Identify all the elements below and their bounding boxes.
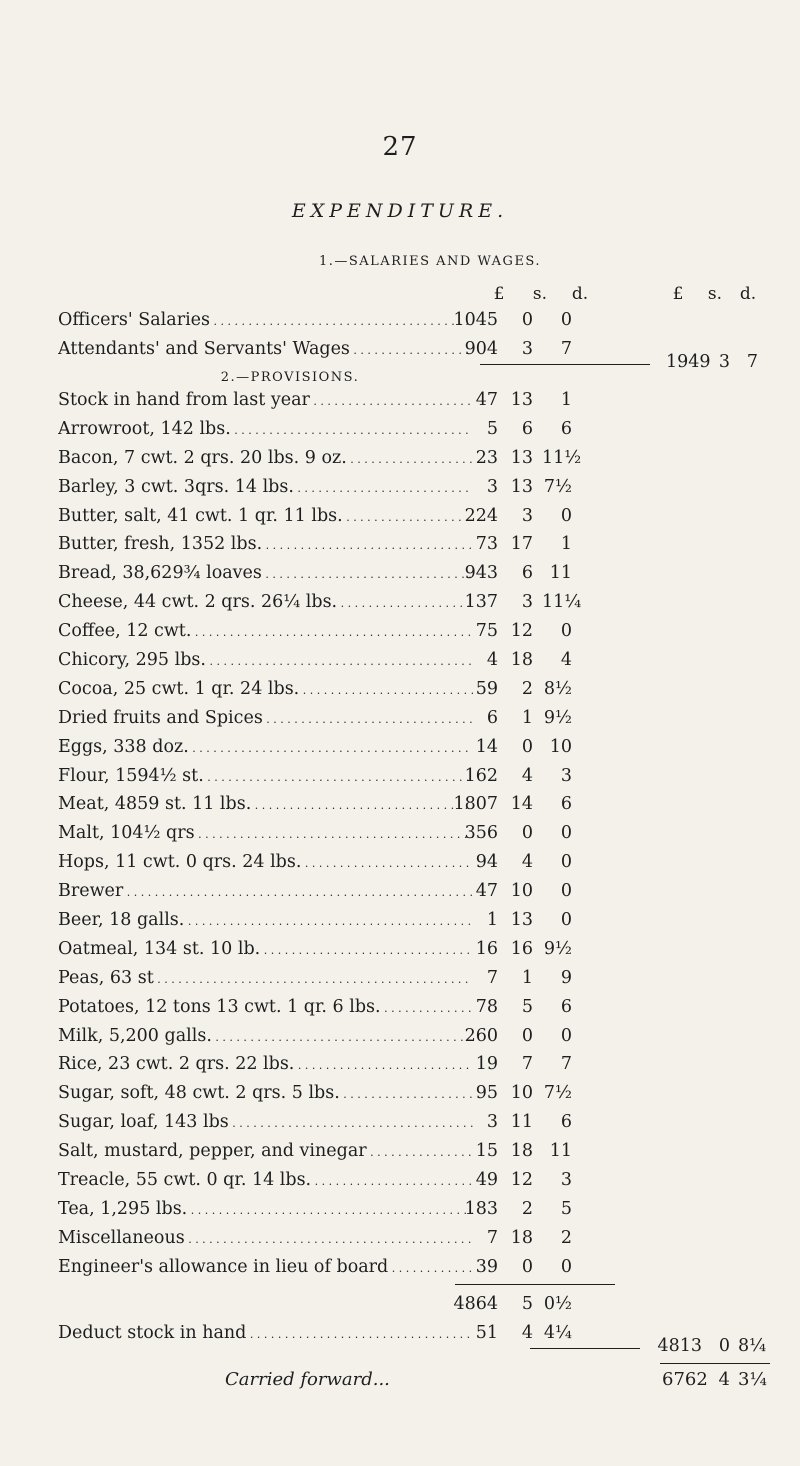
amount-pence: 11: [549, 1141, 572, 1162]
item-label: Butter, fresh, 1352 lbs. . . .: [58, 530, 473, 561]
table-row: [58, 1137, 718, 1166]
amount-shillings: 13: [510, 447, 533, 468]
amount-shillings: 4: [521, 852, 533, 873]
table-row: [58, 848, 718, 877]
amount-pounds: 16: [475, 938, 498, 959]
amount-shillings: 16: [510, 938, 533, 959]
table-row: [58, 964, 718, 993]
amount-pounds: 1807: [453, 794, 498, 815]
amount-pence: 0: [560, 621, 572, 642]
table-row: [58, 790, 718, 819]
amount-shillings: 0: [521, 823, 533, 844]
amount-pence: 0: [560, 1025, 572, 1046]
amount-pounds: 260: [464, 1025, 498, 1046]
item-label: Dried fruits and Spices . . .: [58, 704, 473, 735]
amount-shillings: 12: [510, 621, 533, 642]
item-label: Barley, 3 cwt. 3qrs. 14 lbs. . . .: [58, 473, 473, 504]
shillings-header: s.: [707, 284, 723, 304]
amount-pounds: 14: [475, 736, 498, 757]
table-row: [58, 588, 718, 617]
amount-pence: 6: [560, 418, 572, 439]
item-label: Oatmeal, 134 st. 10 lb. . . .: [58, 935, 473, 966]
table-row: [58, 386, 718, 415]
table-row: [58, 1224, 718, 1253]
amount-shillings: 2: [521, 678, 533, 699]
amount-pence: 0: [560, 823, 572, 844]
amount-pounds: 23: [475, 447, 498, 468]
amount-pounds: 94: [475, 852, 498, 873]
amount-pence: 0: [560, 881, 572, 902]
table-row: [58, 473, 718, 502]
table-row: [58, 306, 718, 335]
amount-shillings: 4: [521, 765, 533, 786]
table-row: [58, 502, 718, 531]
provisions-table: [58, 386, 718, 1282]
item-label: Bread, 38,629¾ loaves . . .: [58, 559, 473, 590]
amount-pounds: 356: [464, 823, 498, 844]
amount-pence: 7: [560, 338, 572, 359]
subtotal-row: [58, 1290, 718, 1319]
amount-pence: 0: [560, 910, 572, 931]
item-label: Cocoa, 25 cwt. 1 qr. 24 lbs. . . .: [58, 675, 473, 706]
item-label: Brewer . . .: [58, 877, 473, 908]
rule-line: [530, 1348, 640, 1349]
deduct-shillings: 4: [521, 1322, 533, 1343]
amount-pounds: 5: [486, 418, 498, 439]
amount-pounds: 7: [486, 967, 498, 988]
amount-pounds: 162: [464, 765, 498, 786]
amount-shillings: 3: [521, 592, 533, 613]
amount-shillings: 17: [510, 534, 533, 555]
page-title: EXPENDITURE.: [291, 200, 509, 222]
amount-shillings: 13: [510, 390, 533, 410]
item-label: Cheese, 44 cwt. 2 qrs. 26¼ lbs. . . .: [58, 588, 473, 619]
deduct-label: Deduct stock in hand . . .: [58, 1319, 473, 1350]
item-label: Engineer's allowance in lieu of board . . .: [58, 1253, 473, 1284]
table-row: [58, 675, 718, 704]
amount-shillings: 7: [521, 1054, 533, 1075]
item-label: Coffee, 12 cwt. . . .: [58, 617, 473, 648]
amount-pence: 11: [549, 563, 572, 584]
amount-pence: 0: [560, 1256, 572, 1277]
amount-pence: 6: [560, 794, 572, 815]
table-row: [58, 415, 718, 444]
amount-shillings: 0: [521, 736, 533, 757]
amount-pence: 10: [549, 736, 572, 757]
amount-pounds: 6: [486, 707, 498, 728]
item-label: Rice, 23 cwt. 2 qrs. 22 lbs. . . .: [58, 1050, 473, 1081]
table-row: [58, 733, 718, 762]
section-heading-provisions: 2.—PROVISIONS.: [220, 370, 360, 385]
amount-pence: 11¼: [542, 592, 582, 613]
table-row: [58, 1253, 718, 1282]
section-heading-salaries: 1.—SALARIES AND WAGES.: [318, 254, 542, 269]
item-label: Flour, 1594½ st. . . .: [58, 762, 473, 793]
amount-pounds: 1: [486, 910, 498, 931]
table-row: [58, 646, 718, 675]
pence-header: d.: [571, 284, 589, 304]
page-number: 27: [382, 132, 418, 162]
column-headers-items: [478, 284, 600, 304]
table-row: [58, 1079, 718, 1108]
carried-forward-label: Carried forward...: [225, 1369, 390, 1390]
grand-pence: 3¼: [738, 1369, 767, 1390]
amount-pounds: 3: [486, 1112, 498, 1133]
amount-shillings: 11: [510, 1112, 533, 1133]
amount-pounds: 224: [464, 505, 498, 526]
item-label: Hops, 11 cwt. 0 qrs. 24 lbs. . . .: [58, 848, 473, 879]
table-row: [58, 704, 718, 733]
item-label: Sugar, loaf, 143 lbs . . .: [58, 1108, 473, 1139]
amount-pence: 6: [560, 996, 572, 1017]
item-label: Butter, salt, 41 cwt. 1 qr. 11 lbs. . . .: [58, 502, 473, 533]
amount-shillings: 13: [510, 476, 533, 497]
amount-shillings: 14: [510, 794, 533, 815]
amount-shillings: 1: [521, 967, 533, 988]
amount-pounds: 943: [464, 563, 498, 584]
item-label: Milk, 5,200 galls. . . .: [58, 1022, 473, 1053]
table-row: [58, 1166, 718, 1195]
grand-shillings: 4: [718, 1369, 730, 1390]
column-headers-totals: [658, 284, 764, 304]
item-label: Officers' Salaries . . .: [58, 306, 473, 337]
table-row: [58, 444, 718, 473]
amount-pence: 0: [560, 852, 572, 873]
total-pence: 7: [746, 352, 758, 372]
item-label: Miscellaneous . . .: [58, 1224, 473, 1255]
deduct-pence: 4¼: [543, 1322, 572, 1343]
amount-pounds: 39: [475, 1256, 498, 1277]
amount-pounds: 3: [486, 476, 498, 497]
item-label: Eggs, 338 doz. . . .: [58, 733, 473, 764]
table-row: [58, 1022, 718, 1051]
amount-pounds: 78: [475, 996, 498, 1017]
deduct-pounds: 51: [475, 1322, 498, 1343]
amount-shillings: 0: [521, 1256, 533, 1277]
item-label: Malt, 104½ qrs . . .: [58, 819, 473, 850]
table-row: [58, 1195, 718, 1224]
amount-pence: 2: [560, 1227, 572, 1248]
total-pence: 8¼: [738, 1336, 767, 1356]
total-pounds: 1949: [666, 352, 711, 372]
amount-shillings: 6: [521, 418, 533, 439]
item-label: Sugar, soft, 48 cwt. 2 qrs. 5 lbs. . . .: [58, 1079, 473, 1110]
item-label: Chicory, 295 lbs. . . .: [58, 646, 473, 677]
amount-pence: 1: [560, 390, 572, 410]
rule-line: [480, 364, 650, 365]
amount-pence: 7½: [543, 476, 572, 497]
rule-line: [455, 1284, 615, 1285]
amount-pence: 7½: [543, 1083, 572, 1104]
item-label: Tea, 1,295 lbs. . . .: [58, 1195, 473, 1226]
amount-pounds: 75: [475, 621, 498, 642]
amount-shillings: 3: [521, 505, 533, 526]
amount-pence: 3: [560, 1170, 572, 1191]
total-shillings: 0: [718, 1336, 730, 1356]
subtotal-pence: 0½: [543, 1294, 572, 1314]
amount-shillings: 6: [521, 563, 533, 584]
table-row: [58, 617, 718, 646]
amount-pounds: 4: [486, 650, 498, 671]
item-label: Arrowroot, 142 lbs. . . .: [58, 415, 473, 446]
table-row: [58, 335, 718, 364]
amount-shillings: 5: [521, 996, 533, 1017]
item-label: Beer, 18 galls. . . .: [58, 906, 473, 937]
item-label: Meat, 4859 st. 11 lbs. . . .: [58, 790, 473, 821]
amount-shillings: 0: [521, 310, 533, 330]
amount-shillings: 1: [521, 707, 533, 728]
amount-pounds: 95: [475, 1083, 498, 1104]
amount-shillings: 12: [510, 1170, 533, 1191]
subtotal-shillings: 5: [521, 1294, 533, 1314]
amount-pounds: 1045: [453, 310, 498, 330]
salaries-table: [58, 306, 718, 364]
amount-pence: 1: [560, 534, 572, 555]
item-label: Stock in hand from last year . . .: [58, 386, 473, 417]
table-row: [58, 559, 718, 588]
amount-pence: 9½: [543, 938, 572, 959]
total-pounds: 4813: [657, 1336, 702, 1356]
subtotal-pounds: 4864: [453, 1294, 498, 1314]
pence-header: d.: [739, 284, 757, 304]
amount-pence: 6: [560, 1112, 572, 1133]
amount-pounds: 7: [486, 1227, 498, 1248]
amount-pence: 8½: [543, 678, 572, 699]
amount-shillings: 10: [510, 881, 533, 902]
item-label: Potatoes, 12 tons 13 cwt. 1 qr. 6 lbs. . . .: [58, 993, 473, 1024]
amount-pounds: 59: [475, 678, 498, 699]
amount-pounds: 19: [475, 1054, 498, 1075]
rule-line: [660, 1363, 770, 1364]
amount-pence: 0: [560, 505, 572, 526]
amount-pence: 0: [560, 310, 572, 330]
table-row: [58, 906, 718, 935]
pounds-header: £: [493, 284, 505, 304]
deduct-row: [58, 1319, 718, 1348]
table-row: [58, 762, 718, 791]
amount-pounds: 47: [475, 390, 498, 410]
amount-pence: 3: [560, 765, 572, 786]
table-row: [58, 877, 718, 906]
subtotal-block: [58, 1290, 718, 1348]
amount-shillings: 2: [521, 1198, 533, 1219]
amount-pounds: 137: [464, 592, 498, 613]
amount-shillings: 13: [510, 910, 533, 931]
amount-pounds: 183: [464, 1198, 498, 1219]
amount-pence: 7: [560, 1054, 572, 1075]
total-shillings: 3: [718, 352, 730, 372]
table-row: [58, 819, 718, 848]
item-label: Salt, mustard, pepper, and vinegar . . .: [58, 1137, 473, 1168]
amount-pence: 11½: [542, 447, 582, 468]
amount-pounds: 47: [475, 881, 498, 902]
amount-shillings: 18: [510, 1227, 533, 1248]
item-label: Treacle, 55 cwt. 0 qr. 14 lbs. . . .: [58, 1166, 473, 1197]
pounds-header: £: [672, 284, 684, 304]
table-row: [58, 935, 718, 964]
table-row: [58, 1050, 718, 1079]
amount-shillings: 3: [521, 338, 533, 359]
shillings-header: s.: [532, 284, 548, 304]
amount-pence: 9: [560, 967, 572, 988]
table-row: [58, 530, 718, 559]
table-row: [58, 1108, 718, 1137]
item-label: Peas, 63 st . . .: [58, 964, 473, 995]
amount-pence: 9½: [543, 707, 572, 728]
table-row: [58, 993, 718, 1022]
amount-pence: 4: [560, 650, 572, 671]
amount-shillings: 10: [510, 1083, 533, 1104]
amount-pence: 5: [560, 1198, 572, 1219]
amount-pounds: 73: [475, 534, 498, 555]
amount-shillings: 18: [510, 650, 533, 671]
amount-pounds: 15: [475, 1141, 498, 1162]
item-label: Attendants' and Servants' Wages . . .: [58, 335, 473, 366]
amount-shillings: 0: [521, 1025, 533, 1046]
grand-pounds: 6762: [662, 1369, 708, 1390]
item-label: Bacon, 7 cwt. 2 qrs. 20 lbs. 9 oz. . . .: [58, 444, 473, 475]
amount-pounds: 904: [464, 338, 498, 359]
amount-shillings: 18: [510, 1141, 533, 1162]
amount-pounds: 49: [475, 1170, 498, 1191]
